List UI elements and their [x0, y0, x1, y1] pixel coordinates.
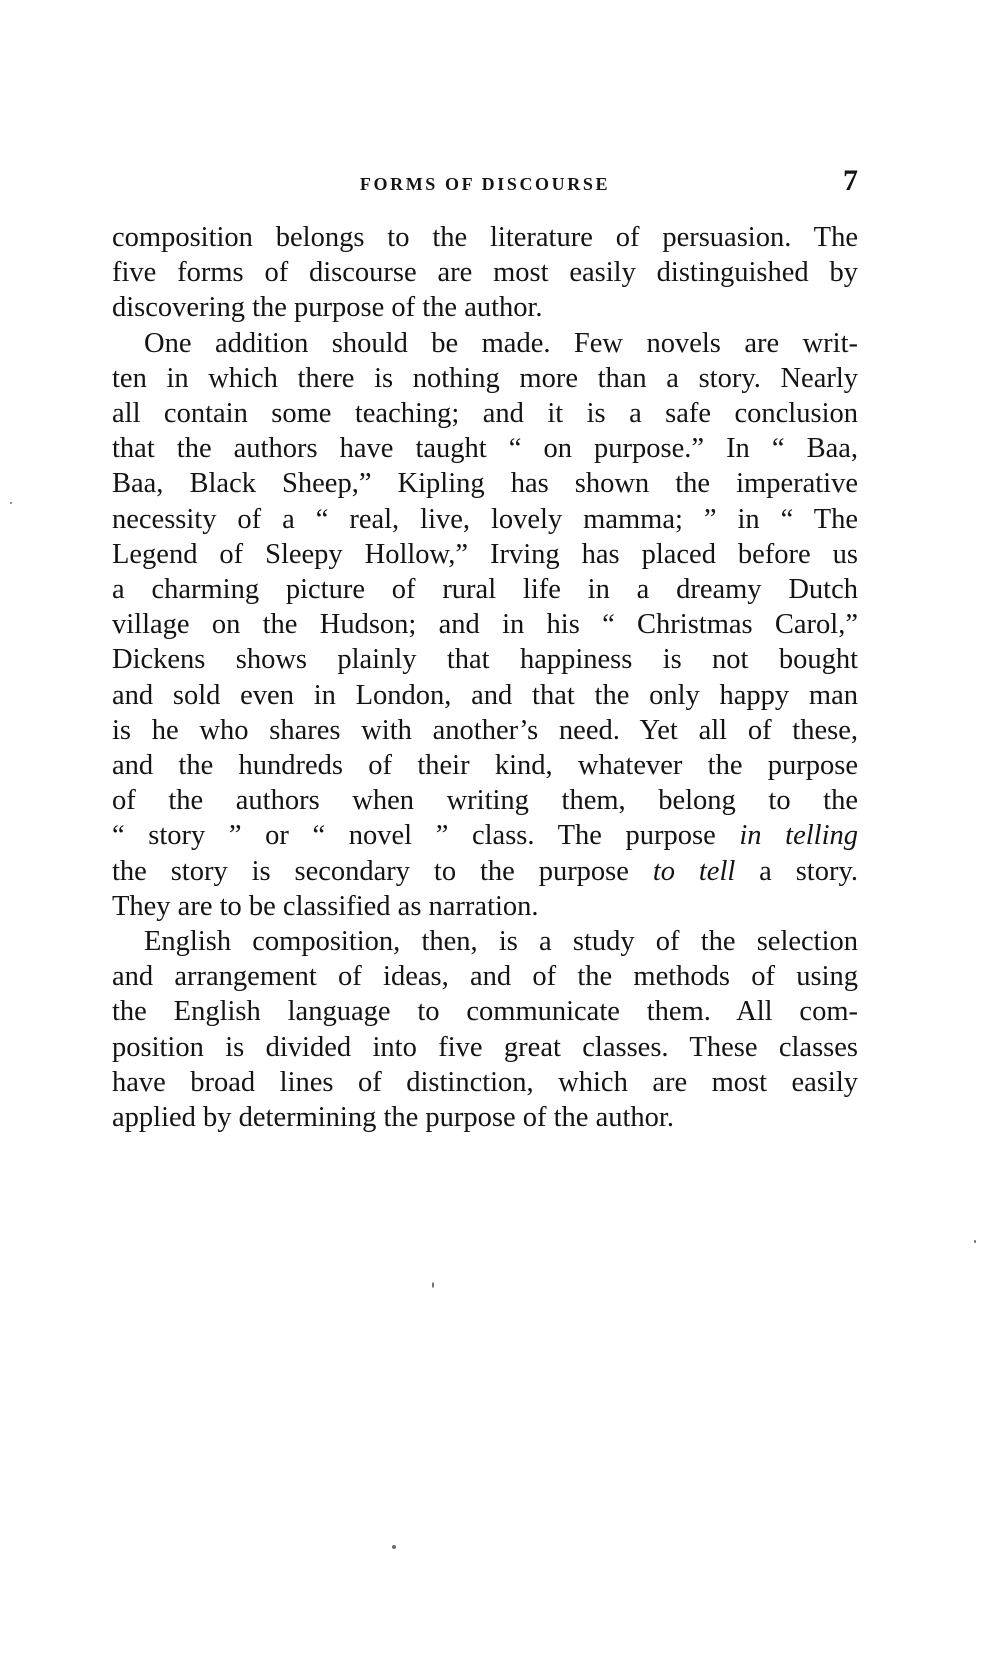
- text-line: and sold even in London, and that the only happy man: [112, 679, 858, 711]
- scan-speck: [432, 1282, 434, 1288]
- scan-speck: [974, 1240, 976, 1243]
- text-line: and arrangement of ideas, and of the methods of using: [112, 961, 858, 993]
- paragraph-first-line: English composition, then, is a study of the selection: [144, 926, 858, 958]
- text-span: “ story ” or “ novel ” class. The purpose: [112, 820, 740, 852]
- text-span: a story.: [735, 855, 858, 887]
- paragraph-first-line: One addition should be made. Few novels are writ-: [144, 327, 858, 359]
- text-line: village on the Hudson; and in his “ Christmas Carol,”: [112, 609, 858, 641]
- text-line: Baa, Black Sheep,” Kipling has shown the imperative: [112, 468, 858, 500]
- scan-speck: [10, 502, 12, 504]
- text-line: discovering the purpose of the author.: [112, 292, 543, 324]
- text-line: composition belongs to the literature of persuasion. The: [112, 222, 858, 253]
- text-line: a charming picture of rural life in a dreamy Dutch: [112, 574, 858, 606]
- text-line-with-emphasis: [112, 854, 858, 889]
- text-line: position is divided into five great classes. These classes: [112, 1031, 858, 1063]
- text-line: ten in which there is nothing more than a story. Nearly: [112, 362, 858, 394]
- text-line: the English language to communicate them. All com-: [112, 996, 858, 1028]
- text-line: and the hundreds of their kind, whatever the purpose: [112, 750, 858, 782]
- running-title: FORMS OF DISCOURSE: [359, 174, 611, 194]
- emphasis-text: in telling: [739, 820, 858, 852]
- emphasis-text: to tell: [652, 855, 736, 887]
- text-line: applied by determining the purpose of the author.: [112, 1102, 674, 1134]
- running-head: [112, 164, 858, 208]
- text-span: the story is secondary to the purpose: [112, 855, 653, 887]
- text-line: necessity of a “ real, live, lovely mamma; ” in “ The: [112, 503, 858, 535]
- scan-speck: [392, 1545, 396, 1549]
- text-line: five forms of discourse are most easily distinguished by: [112, 257, 858, 289]
- text-line: all contain some teaching; and it is a safe conclusion: [112, 398, 858, 430]
- text-line: Legend of Sleepy Hollow,” Irving has placed before us: [112, 538, 858, 570]
- text-line: of the authors when writing them, belong to the: [112, 785, 858, 817]
- text-line: Dickens shows plainly that happiness is not bought: [112, 644, 858, 676]
- text-line-with-emphasis: [112, 818, 858, 853]
- page-number: 7: [843, 164, 858, 197]
- text-line: that the authors have taught “ on purpose.” In “ Baa,: [112, 433, 858, 465]
- text-line: have broad lines of distinction, which are most easily: [112, 1066, 858, 1098]
- body-text: [112, 220, 858, 1135]
- text-line: They are to be classified as narration.: [112, 890, 539, 922]
- text-line: is he who shares with another’s need. Yet all of these,: [112, 714, 858, 746]
